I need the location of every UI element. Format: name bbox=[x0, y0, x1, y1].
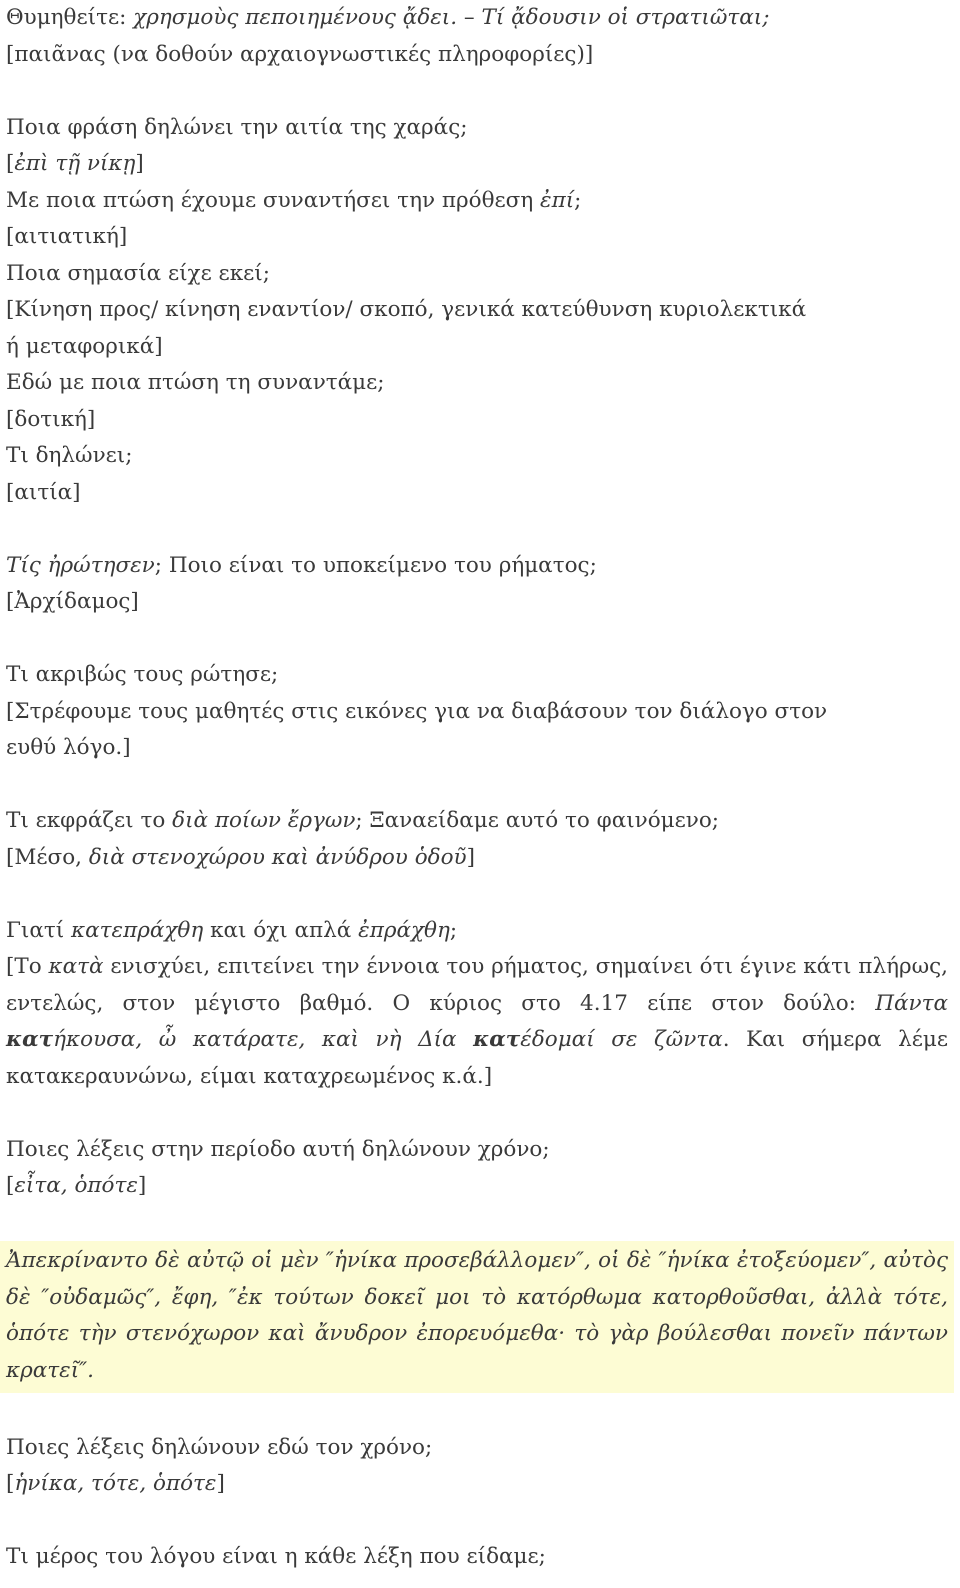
text-line bbox=[6, 438, 948, 475]
text-line bbox=[6, 913, 948, 950]
highlighted-ancient-text bbox=[0, 1241, 954, 1393]
greek-quote: Πάντα bbox=[875, 990, 948, 1016]
text-segment: ; bbox=[574, 187, 582, 213]
text-line bbox=[6, 183, 948, 220]
greek-quote: ἐπί bbox=[540, 187, 575, 213]
text-line bbox=[6, 1430, 948, 1467]
text-line bbox=[6, 219, 948, 256]
text-segment: Ποιες λέξεις στην περίοδο αυτή δηλώνουν χρόνο; bbox=[6, 1136, 550, 1162]
text-line bbox=[6, 840, 948, 877]
text-segment: ; Ξαναείδαμε αυτό το φαινόμενο; bbox=[355, 808, 720, 833]
text-line bbox=[6, 0, 948, 37]
text-segment: Τι μέρος του λόγου είναι η κάθε λέξη που είδαμε; bbox=[6, 1544, 546, 1569]
paragraph-spacer bbox=[6, 511, 948, 548]
text-segment: ; Ποιο είναι το υποκείμενο του ρήματος; bbox=[154, 552, 597, 578]
text-segment: ευθύ λόγο.] bbox=[6, 735, 131, 760]
paragraph-spacer bbox=[6, 876, 948, 913]
text-segment: [Στρέφουμε τους μαθητές στις εικόνες για να διαβάσουν τον διάλογο στον bbox=[6, 698, 828, 724]
paragraph-spacer bbox=[6, 767, 948, 804]
greek-quote: Τί ᾄδουσιν οἱ στρατιῶται; bbox=[481, 5, 770, 30]
greek-quote: ἐπὶ τῇ νίκῃ bbox=[14, 151, 136, 176]
text-segment: – bbox=[457, 5, 482, 30]
paragraph-spacer bbox=[6, 1503, 948, 1540]
text-segment: Ποια σημασία είχε εκεί; bbox=[6, 260, 270, 286]
text-segment: ] bbox=[466, 844, 476, 870]
text-line bbox=[6, 37, 948, 74]
bold-prefix: κατ bbox=[473, 1027, 521, 1052]
text-line bbox=[6, 329, 948, 366]
text-line bbox=[6, 256, 948, 293]
text-segment: ενισχύει, επιτείνει την έννοια του ρήματος, σημαίνει ότι έγινε κάτι πλήρως, εντελώς, στον μέγιστο βαθμό. Ο κύριος στο 4.17 είπε στον δούλο: bbox=[6, 954, 948, 1016]
bold-prefix: κατ bbox=[6, 1027, 54, 1052]
text-line bbox=[6, 949, 948, 1095]
text-segment: . Και σήμερα λέμε κατακεραυνώνω, είμαι καταχρεωμένος κ.ά.] bbox=[6, 1027, 948, 1089]
text-segment: [ bbox=[6, 1471, 15, 1496]
text-line bbox=[6, 730, 948, 767]
text-segment: Γιατί bbox=[6, 917, 72, 943]
text-line bbox=[6, 803, 948, 840]
text-line bbox=[6, 1168, 948, 1205]
greek-quote: κατὰ bbox=[48, 954, 104, 979]
text-segment: ] bbox=[137, 1173, 147, 1198]
text-segment: Τι ακριβώς τους ρώτησε; bbox=[6, 662, 279, 687]
text-line bbox=[6, 292, 948, 329]
text-segment: [Ἀρχίδαμος] bbox=[6, 589, 139, 614]
text-segment: [Μέσο, bbox=[6, 844, 89, 870]
paragraph-spacer bbox=[6, 73, 948, 110]
text-segment: [ bbox=[6, 151, 15, 176]
greek-quote: Ἀπεκρίναντο δὲ αὐτῷ οἱ μὲν ″ἡνίκα προσεβάλλομεν″, οἱ δὲ ″ἡνίκα ἐτοξεύομεν″, αὐτὸς δὲ ″οὐδαμῶς″, ἔφη, ″ἐκ τούτων δοκεῖ μοι τὸ κατόρθωμα κατορθοῦσθαι, ἀλλὰ τότε, ὁπότε τὴν στενόχωρον καὶ ἄνυδρον ἐπορευόμεθα· τὸ γὰρ βούλεσθαι πονεῖν πάντων κρατεῖ″. bbox=[6, 1248, 948, 1383]
text-line bbox=[6, 1132, 948, 1169]
text-line bbox=[6, 1539, 948, 1576]
text-line bbox=[6, 475, 948, 512]
text-segment: [Κίνηση προς/ κίνηση εναντίον/ σκοπό, γενικά κατεύθυνση κυριολεκτικά bbox=[6, 297, 807, 322]
text-line bbox=[6, 1466, 948, 1503]
text-segment: ] bbox=[135, 151, 144, 176]
text-segment: ; bbox=[449, 917, 458, 943]
text-line bbox=[6, 402, 948, 439]
text-segment: Τι δηλώνει; bbox=[6, 443, 133, 468]
text-line bbox=[6, 146, 948, 183]
greek-quote: ήκουσα, ὦ κατάρατε, καὶ νὴ Δία bbox=[53, 1027, 474, 1052]
text-segment: [αιτία] bbox=[6, 479, 81, 505]
greek-quote: έδομαί σε ζῶντα bbox=[520, 1027, 723, 1052]
text-segment: [αιτιατική] bbox=[6, 224, 128, 249]
text-segment: Ποιες λέξεις δηλώνουν εδώ τον χρόνο; bbox=[6, 1434, 433, 1460]
greek-quote: Τίς ἠρώτησεν bbox=[6, 552, 155, 578]
greek-quote: διὰ ποίων ἔργων bbox=[172, 808, 356, 833]
greek-quote: διὰ στενοχώρου καὶ ἀνύδρου ὁδοῦ bbox=[88, 844, 467, 870]
greek-quote: ἐπράχθη bbox=[358, 917, 450, 943]
text-segment: Με ποια πτώση έχουμε συναντήσει την πρόθεση bbox=[6, 187, 541, 213]
text-segment: [δοτική] bbox=[6, 406, 96, 432]
text-line bbox=[6, 110, 948, 147]
text-segment: [παιᾶνας (να δοθούν αρχαιογνωστικές πληροφορίες)] bbox=[6, 41, 594, 67]
text-line bbox=[6, 584, 948, 621]
greek-quote: χρησμοὺς πεποιημένους ᾄδει. bbox=[133, 5, 458, 30]
text-segment: Ποια φράση δηλώνει την αιτία της χαράς; bbox=[6, 114, 468, 140]
greek-quote: ἡνίκα, τότε, ὁπότε bbox=[14, 1471, 217, 1496]
text-segment: [ bbox=[6, 1173, 15, 1198]
text-segment: Θυμηθείτε: bbox=[6, 5, 134, 30]
paragraph-spacer bbox=[6, 1393, 948, 1430]
paragraph-spacer bbox=[6, 1095, 948, 1132]
text-line bbox=[6, 657, 948, 694]
paragraph-spacer bbox=[6, 1205, 948, 1242]
greek-quote: εἶτα, ὁπότε bbox=[14, 1173, 138, 1198]
text-segment: Εδώ με ποια πτώση τη συναντάμε; bbox=[6, 370, 385, 395]
greek-quote: κατεπράχθη bbox=[71, 917, 204, 943]
text-line bbox=[6, 694, 948, 731]
text-segment: ή μεταφορικά] bbox=[6, 333, 163, 359]
text-segment: Τι εκφράζει το bbox=[6, 808, 173, 833]
paragraph-spacer bbox=[6, 621, 948, 658]
text-segment: ] bbox=[216, 1471, 225, 1496]
text-line bbox=[6, 365, 948, 402]
text-segment: και όχι απλά bbox=[203, 917, 359, 943]
text-segment: [Το bbox=[6, 954, 49, 979]
text-line bbox=[6, 548, 948, 585]
